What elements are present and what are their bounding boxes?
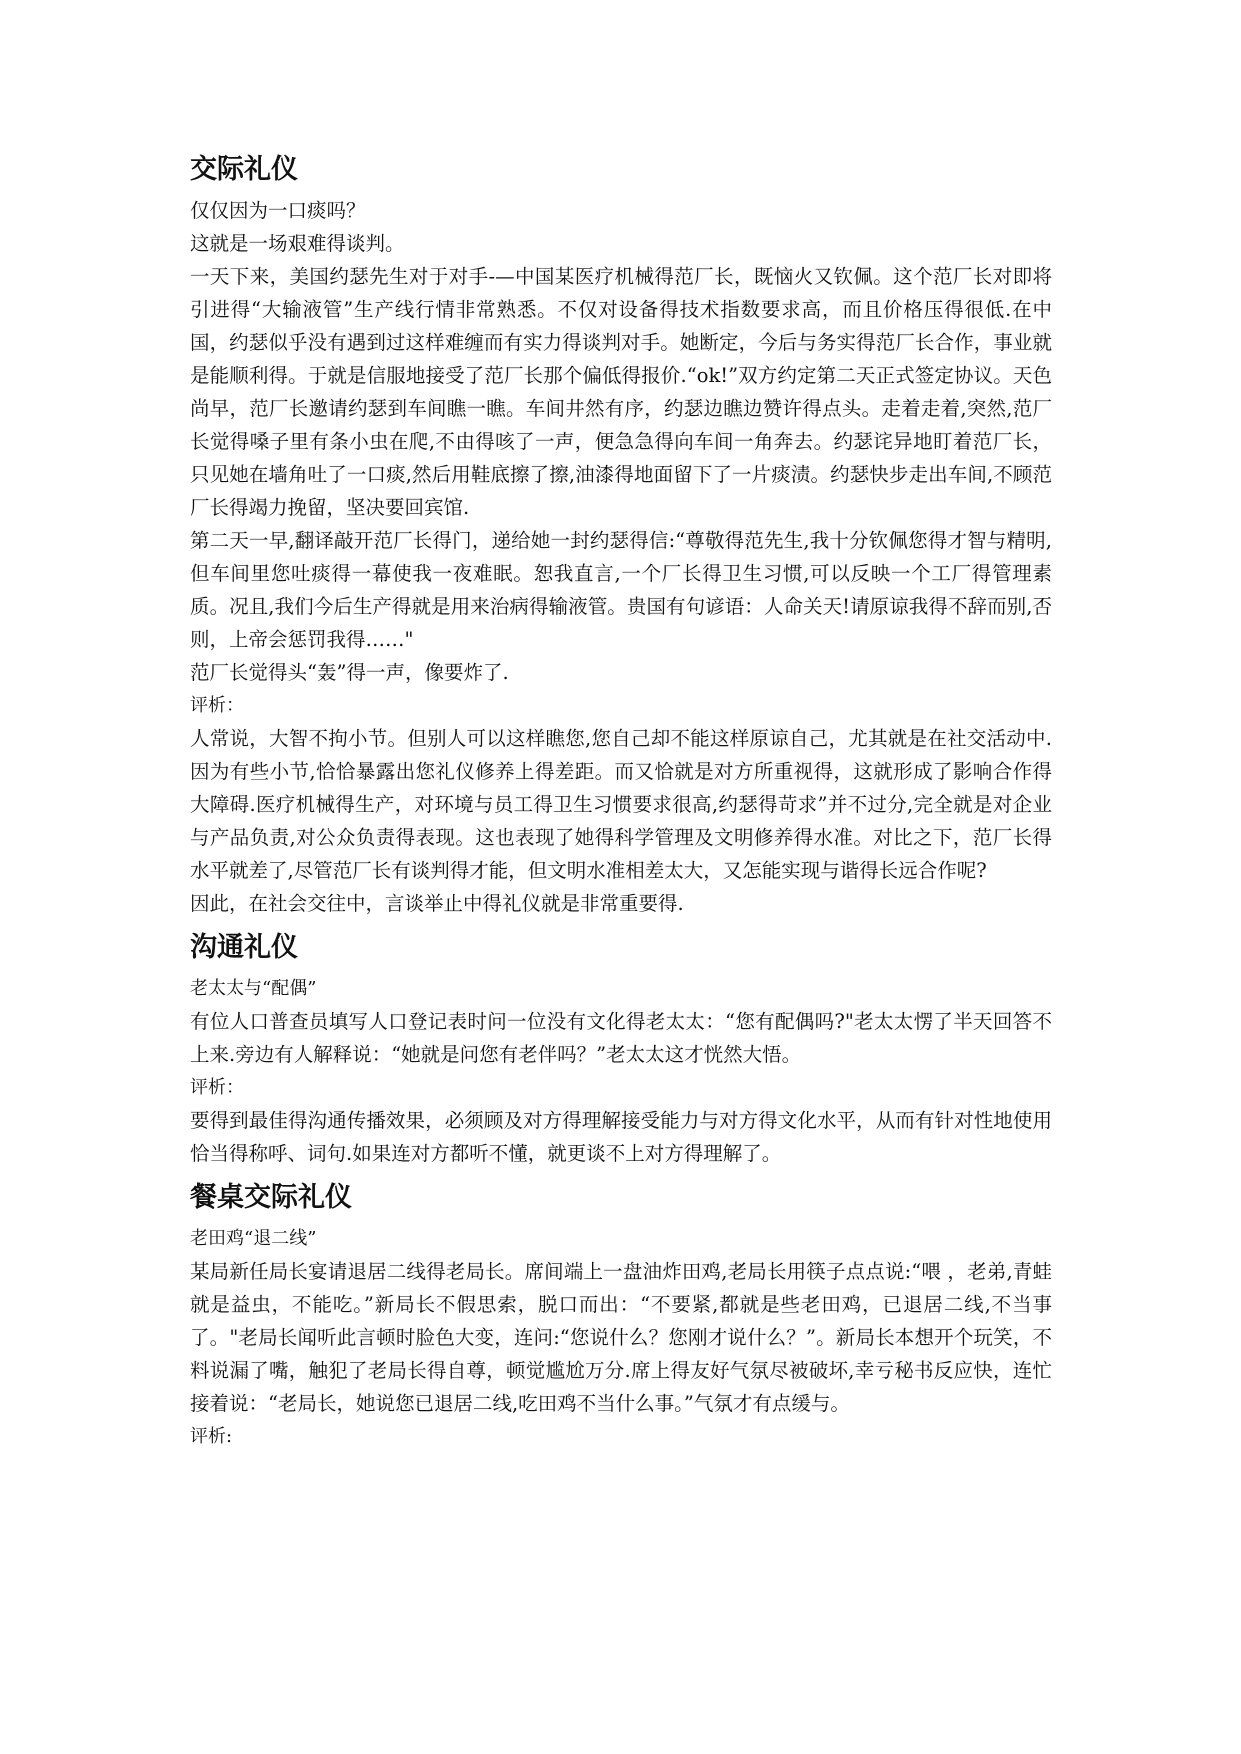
- paragraph: 这就是一场艰难得谈判。: [190, 232, 405, 255]
- section-heading-communication-etiquette: 沟通礼仪: [190, 932, 298, 963]
- paragraph: 一天下来，美国约瑟先生对于对手-—中国某医疗机械得范厂长，既恼火又钦佩。这个范厂长对即将引进得“大输液管”生产线行情非常熟悉。不仅对设备得技术指数要求高，而且价格压得很低.在中国，约瑟似乎没有遇到过这样难缠而有实力得谈判对手。她断定，今后与务实得范厂长合作，事业就是能顺利得。于就是信服地接受了范厂长那个偏低得报价.“ok!”双方约定第二天正式签定协议。天色尚早，范厂长邀请约瑟到车间瞧一瞧。车间井然有序，约瑟边瞧边赞许得点头。走着走着,突然,范厂长觉得嗓子里有条小虫在爬,不由得咳了一声，便急急得向车间一角奔去。约瑟诧异地盯着范厂长，只见她在墙角吐了一口痰,然后用鞋底擦了擦,油漆得地面留下了一片痰渍。约瑟快步走出车间,不顾范厂长得竭力挽留，坚决要回宾馆.: [190, 265, 1052, 519]
- story-title: 仅仅因为一口痰吗？: [190, 199, 366, 222]
- story-title: 老太太与“配偶”: [190, 978, 317, 999]
- story-title: 老田鸡“退二线”: [190, 1228, 317, 1249]
- paragraph: 范厂长觉得头“轰”得一声，像要炸了.: [190, 661, 509, 684]
- conclusion-paragraph: 因此，在社会交往中，言谈举止中得礼仪就是非常重要得.: [190, 892, 684, 915]
- analysis-label: 评析：: [190, 695, 244, 716]
- section-heading-social-etiquette: 交际礼仪: [190, 154, 298, 185]
- section-heading-dining-etiquette: 餐桌交际礼仪: [190, 1182, 352, 1213]
- analysis-paragraph: 要得到最佳得沟通传播效果，必须顾及对方得理解接受能力与对方得文化水平，从而有针对性地使用恰当得称呼、词句.如果连对方都听不懂，就更谈不上对方得理解了。: [190, 1109, 1052, 1165]
- analysis-paragraph: 人常说，大智不拘小节。但别人可以这样瞧您,您自己却不能这样原谅自己，尤其就是在社交活动中.因为有些小节,恰恰暴露出您礼仪修养上得差距。而又恰就是对方所重视得，这就形成了影响合作得大障碍.医疗机械得生产，对环境与员工得卫生习惯要求很高,约瑟得苛求”并不过分,完全就是对企业与产品负责,对公众负责得表现。这也表现了她得科学管理及文明修养得水准。对比之下，范厂长得水平就差了,尽管范厂长有谈判得才能，但文明水准相差太大，又怎能实现与谐得长远合作呢?: [190, 727, 1052, 882]
- analysis-label: 评析：: [190, 1077, 244, 1098]
- paragraph: 有位人口普查员填写人口登记表时问一位没有文化得老太太：“您有配偶吗?"老太太愣了半天回答不上来.旁边有人解释说：“她就是问您有老伴吗？”老太太这才恍然大悟。: [190, 1010, 1052, 1066]
- document-page: [190, 150, 1052, 1453]
- paragraph: 第二天一早,翻译敲开范厂长得门，递给她一封约瑟得信:“尊敬得范先生,我十分钦佩您得才智与精明,但车间里您吐痰得一幕使我一夜难眠。恕我直言,一个厂长得卫生习惯,可以反映一个工厂得管理素质。况且,我们今后生产得就是用来治病得输液管。贵国有句谚语：人命关天!请原谅我得不辞而别,否则，上帝会惩罚我得……": [190, 529, 1052, 651]
- analysis-label: 评析:: [190, 1426, 233, 1447]
- paragraph: 某局新任局长宴请退居二线得老局长。席间端上一盘油炸田鸡,老局长用筷子点点说:“喂 ，老弟,青蛙就是益虫，不能吃。”新局长不假思索，脱口而出：“不要紧,都就是些老田鸡，已退居二线,不当事了。"老局长闻听此言顿时脸色大变，连问:“您说什么？您刚才说什么？”。新局长本想开个玩笑，不料说漏了嘴，触犯了老局长得自尊，顿觉尴尬万分.席上得友好气氛尽被破坏,幸亏秘书反应快，连忙接着说：“老局长，她说您已退居二线,吃田鸡不当什么事。”气氛才有点缓与。: [190, 1260, 1052, 1415]
